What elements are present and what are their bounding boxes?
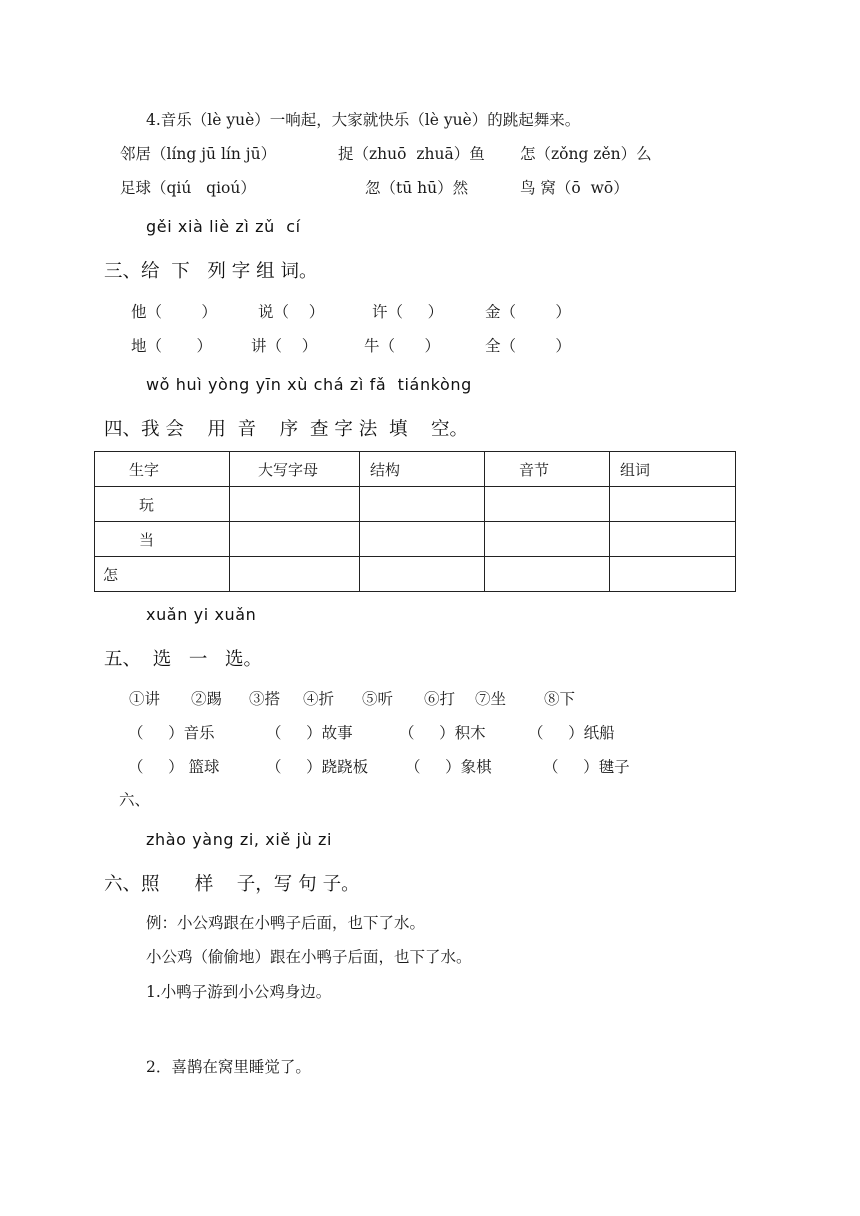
choice-blank: （ ）故事	[266, 724, 353, 742]
lookup-table	[94, 451, 736, 592]
option-item: ⑥打	[424, 690, 456, 708]
exercise-item-1: 1.小鸭子游到小公鸡身边。	[146, 983, 332, 1001]
option-item: ④折	[303, 690, 335, 708]
choice-blank: （ ）音乐	[128, 724, 215, 742]
choice-blank: （ ）纸船	[528, 724, 615, 742]
table-header: 大写字母	[230, 452, 360, 487]
sec3-pinyin: gěi xià liè zì zǔ cí	[146, 217, 301, 236]
table-header-row	[95, 452, 736, 487]
table-cell[interactable]	[360, 522, 485, 557]
table-cell[interactable]	[610, 522, 736, 557]
word-blank: 许（ ）	[372, 303, 444, 321]
q4-item: 鸟 窝（ō wō）	[520, 179, 629, 197]
option-item: ③搭	[249, 690, 281, 708]
example-sentence: 例：小公鸡跟在小鸭子后面，也下了水。	[146, 914, 426, 932]
q4-item: 足球（qiú qioú）	[120, 179, 256, 197]
choice-blank: （ ）积木	[399, 724, 486, 742]
exercise-item-2: 2．喜鹊在窝里睡觉了。	[146, 1058, 311, 1076]
word-blank: 全（ ）	[485, 337, 571, 355]
table-row	[95, 522, 736, 557]
word-blank: 金（ ）	[485, 303, 571, 321]
word-blank: 说（ ）	[258, 303, 325, 321]
q4-intro: 4.音乐（lè yuè）一响起，大家就快乐（lè yuè）的跳起舞来。	[146, 111, 581, 129]
q4-item: 忽（tū hū）然	[365, 179, 469, 197]
table-row	[95, 557, 736, 592]
table-header: 结构	[360, 452, 485, 487]
table-cell[interactable]	[485, 522, 610, 557]
option-item: ⑤听	[362, 690, 394, 708]
sec6-title: 六、照 样 子，写 句 子。	[104, 874, 360, 895]
table-cell[interactable]	[230, 522, 360, 557]
q4-item: 邻居（líng jū lín jū）	[120, 145, 277, 163]
table-cell[interactable]	[610, 487, 736, 522]
table-cell[interactable]	[485, 487, 610, 522]
choice-blank: （ ） 篮球	[128, 758, 220, 776]
option-item: ⑦坐	[475, 690, 507, 708]
table-cell[interactable]	[360, 487, 485, 522]
table-cell-char: 当	[95, 522, 230, 557]
word-blank: 他（ ）	[131, 303, 217, 321]
table-cell[interactable]	[360, 557, 485, 592]
choice-blank: （ ）跷跷板	[266, 758, 369, 776]
option-item: ①讲	[129, 690, 161, 708]
table-header: 音节	[485, 452, 610, 487]
example-answer: 小公鸡（偷偷地）跟在小鸭子后面，也下了水。	[146, 948, 472, 966]
stray-label: 六、	[119, 791, 151, 809]
word-blank: 牛（ ）	[364, 337, 441, 355]
table-cell[interactable]	[230, 487, 360, 522]
table-cell[interactable]	[485, 557, 610, 592]
word-blank: 地（ ）	[131, 337, 212, 355]
word-blank: 讲（ ）	[251, 337, 318, 355]
q4-item: 捉（zhuō zhuā）鱼	[338, 145, 485, 163]
table-cell-char: 怎	[95, 557, 230, 592]
sec4-title: 四、我 会 用 音 序 查 字 法 填 空。	[104, 419, 468, 440]
table-cell[interactable]	[610, 557, 736, 592]
sec3-title: 三、给 下 列 字 组 词。	[104, 261, 318, 282]
table-cell-char: 玩	[95, 487, 230, 522]
table-header: 组词	[610, 452, 736, 487]
sec6-pinyin: zhào yàng zi, xiě jù zi	[146, 830, 333, 849]
option-item: ②踢	[191, 690, 223, 708]
sec5-title: 五、 选 一 选。	[104, 649, 263, 670]
sec4-pinyin: wǒ huì yòng yīn xù chá zì fǎ tiánkòng	[146, 375, 472, 394]
table-row	[95, 487, 736, 522]
table-cell[interactable]	[230, 557, 360, 592]
table-header: 生字	[95, 452, 230, 487]
choice-blank: （ ）毽子	[543, 758, 630, 776]
option-item: ⑧下	[544, 690, 576, 708]
sec5-pinyin: xuǎn yi xuǎn	[146, 605, 257, 624]
q4-item: 怎（zǒng zěn）么	[520, 145, 652, 163]
choice-blank: （ ）象棋	[405, 758, 492, 776]
